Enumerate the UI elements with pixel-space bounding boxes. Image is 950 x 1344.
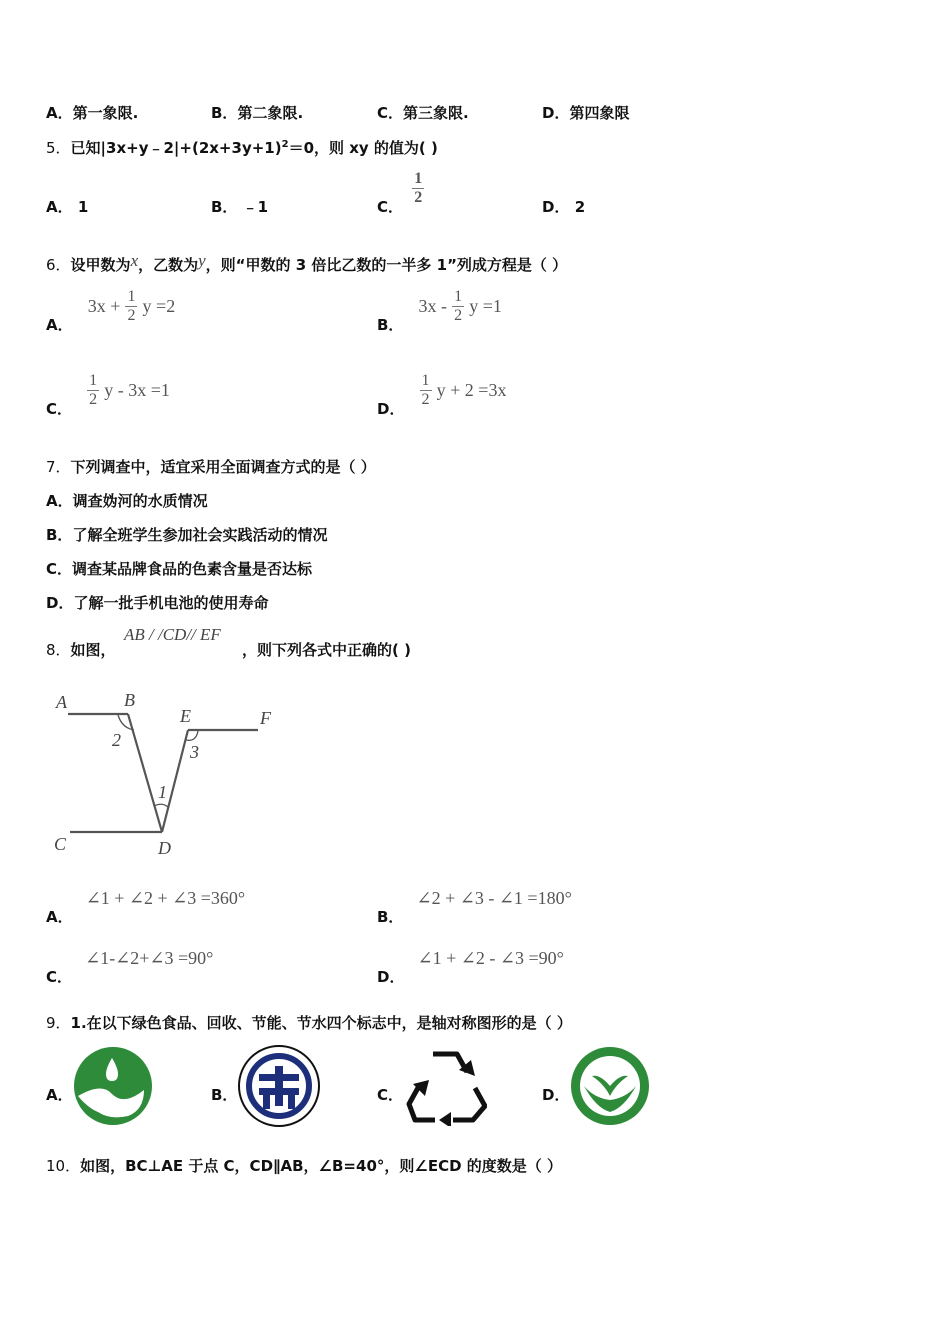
stem-text: ，乙数为 (138, 256, 199, 274)
equation-part: y =1 (469, 296, 502, 316)
option-label: C． (46, 560, 73, 578)
q9-option-d-label[interactable]: D． (542, 1086, 570, 1104)
q5-option-a[interactable] (46, 196, 88, 217)
option-text: 2 (574, 198, 586, 216)
option-text: 了解全班学生参加社会实践活动的情况 (72, 526, 328, 544)
label-f: F (260, 708, 271, 728)
label-a: A (56, 692, 67, 712)
q8-option-c[interactable] (46, 948, 213, 987)
option-text: 第二象限. (237, 104, 304, 122)
label-angle-1: 1 (158, 782, 167, 802)
numerator: 1 (89, 372, 98, 389)
option-label: A． (46, 492, 73, 510)
q5-option-d[interactable] (542, 196, 585, 217)
q6-option-b[interactable] (377, 288, 502, 335)
option-label: B． (377, 316, 404, 334)
option-label: B． (377, 908, 404, 926)
numerator: 1 (127, 288, 136, 305)
equation-part: y + 2 =3x (436, 380, 507, 400)
exponent: 2 (281, 139, 289, 150)
option-label: A． (46, 198, 73, 216)
option-label: A． (46, 908, 73, 926)
option-label: D． (542, 104, 570, 122)
option-label: C． (377, 198, 404, 216)
q5-option-b[interactable] (211, 196, 268, 217)
q8-option-d[interactable] (377, 948, 564, 987)
stem-text: 下列调查中，适宜采用全面调查方式的是（ ） (70, 458, 376, 476)
q4-option-a[interactable] (46, 102, 138, 123)
denominator: 2 (89, 391, 98, 408)
label-e: E (180, 706, 191, 726)
q7-option-d[interactable] (46, 592, 268, 613)
recycle-logo-icon[interactable] (405, 1046, 487, 1126)
fraction (412, 170, 424, 207)
q6-option-c[interactable] (46, 372, 170, 419)
angle-1-arc (154, 804, 168, 807)
stem-text: 如图，BC⊥AE 于点 C，CD∥AB，∠B=40°，则∠ECD 的度数是（ ） (80, 1157, 562, 1175)
option-text: 第四象限 (569, 104, 630, 122)
q4-option-d[interactable] (542, 102, 629, 123)
angle-expression: ∠1 + ∠2 - ∠3 =90° (417, 948, 564, 968)
q6-option-d[interactable] (377, 372, 506, 419)
option-text: 第三象限. (403, 104, 469, 122)
angle-expression: ∠1-∠2+∠3 =90° (85, 948, 214, 968)
option-label: A． (46, 316, 73, 334)
option-text: 了解一批手机电池的使用寿命 (73, 594, 269, 612)
option-text: 调查妫河的水质情况 (72, 492, 208, 510)
question-number: 10． (46, 1157, 81, 1175)
stem-text: ，则“甲数的 3 倍比乙数的一半多 1”列成方程是（ ） (205, 256, 568, 274)
question-number: 9． (46, 1014, 71, 1032)
fraction (452, 288, 464, 325)
label-d: D (158, 838, 171, 858)
q8-figure (50, 688, 280, 863)
fraction (87, 372, 99, 409)
stem-text: ＝0，则 xy 的值为( ) (288, 139, 438, 157)
label-angle-3: 3 (190, 742, 199, 762)
q7-option-a[interactable] (46, 490, 208, 511)
q7-stem (46, 456, 376, 477)
option-label: D． (46, 594, 74, 612)
option-label: D． (542, 198, 570, 216)
label-angle-2: 2 (112, 730, 121, 750)
segment-bd (128, 714, 162, 832)
q5-option-c[interactable] (377, 170, 424, 217)
angle-expression: ∠2 + ∠3 - ∠1 =180° (416, 888, 572, 908)
label-b: B (124, 690, 135, 710)
option-label: D． (377, 968, 405, 986)
equation-part: y =2 (142, 296, 176, 316)
fraction (125, 288, 137, 325)
denominator: 2 (127, 307, 136, 324)
numerator: 1 (414, 170, 423, 187)
q7-option-c[interactable] (46, 558, 312, 579)
option-label: C． (46, 968, 73, 986)
stem-text: ，则下列各式中正确的( ) (242, 641, 411, 659)
green-food-logo-icon[interactable] (570, 1046, 650, 1126)
q5-stem (46, 137, 438, 158)
option-label: B． (211, 104, 238, 122)
q8-stem (46, 639, 116, 660)
fraction (420, 372, 432, 409)
segment-ed (162, 730, 188, 832)
question-number: 6． (46, 256, 71, 274)
energy-saving-logo-icon[interactable] (237, 1044, 321, 1128)
equation-part: 3x - (418, 296, 448, 316)
denominator: 2 (421, 391, 430, 408)
option-label: D． (377, 400, 405, 418)
water-saving-logo-icon[interactable] (72, 1046, 154, 1126)
q9-option-a-label[interactable]: A． (46, 1086, 73, 1104)
stem-text: 1.在以下绿色食品、回收、节能、节水四个标志中，是轴对称图形的是（ ） (70, 1014, 572, 1032)
denominator: 2 (454, 307, 463, 324)
q9-stem (46, 1012, 572, 1033)
q9-option-b-label[interactable]: B． (211, 1086, 238, 1104)
q10-stem (46, 1155, 562, 1176)
option-text: 调查某品牌食品的色素含量是否达标 (72, 560, 313, 578)
variable-y: y (198, 251, 206, 270)
question-number: 8． (46, 641, 71, 659)
q6-option-a[interactable] (46, 288, 175, 335)
equation-part: y - 3x =1 (104, 380, 170, 400)
stem-text: 已知|3x+y﹣2|+(2x+3y+1) (70, 139, 282, 157)
q4-option-b[interactable] (211, 102, 303, 123)
numerator: 1 (454, 288, 463, 305)
q7-option-b[interactable] (46, 524, 327, 545)
angle-expression: ∠1 + ∠2 + ∠3 =360° (85, 888, 246, 908)
option-text: 第一象限. (72, 104, 139, 122)
question-number: 7． (46, 458, 71, 476)
option-text: 1 (77, 198, 89, 216)
stem-text: 如图， (70, 641, 116, 659)
q8-option-a[interactable] (46, 888, 245, 927)
option-label: A． (46, 104, 73, 122)
equation-part: 3x + (87, 296, 121, 316)
stem-text: 设甲数为 (70, 256, 131, 274)
q4-option-c[interactable] (377, 102, 469, 123)
q8-option-b[interactable] (377, 888, 572, 927)
numerator: 1 (421, 372, 430, 389)
option-label: C． (46, 400, 73, 418)
option-text: ﹣1 (242, 198, 269, 216)
option-label: B． (46, 526, 73, 544)
question-number: 5． (46, 139, 71, 157)
label-c: C (54, 834, 67, 854)
option-label: C． (377, 104, 404, 122)
q9-option-c-label[interactable]: C． (377, 1086, 404, 1104)
variable-x: x (130, 251, 139, 270)
q6-stem (46, 251, 568, 275)
q8-stem-end (242, 639, 411, 660)
parallel-condition: AB / /CD// EF (124, 625, 221, 644)
option-label: B． (211, 198, 238, 216)
denominator: 2 (414, 189, 423, 206)
